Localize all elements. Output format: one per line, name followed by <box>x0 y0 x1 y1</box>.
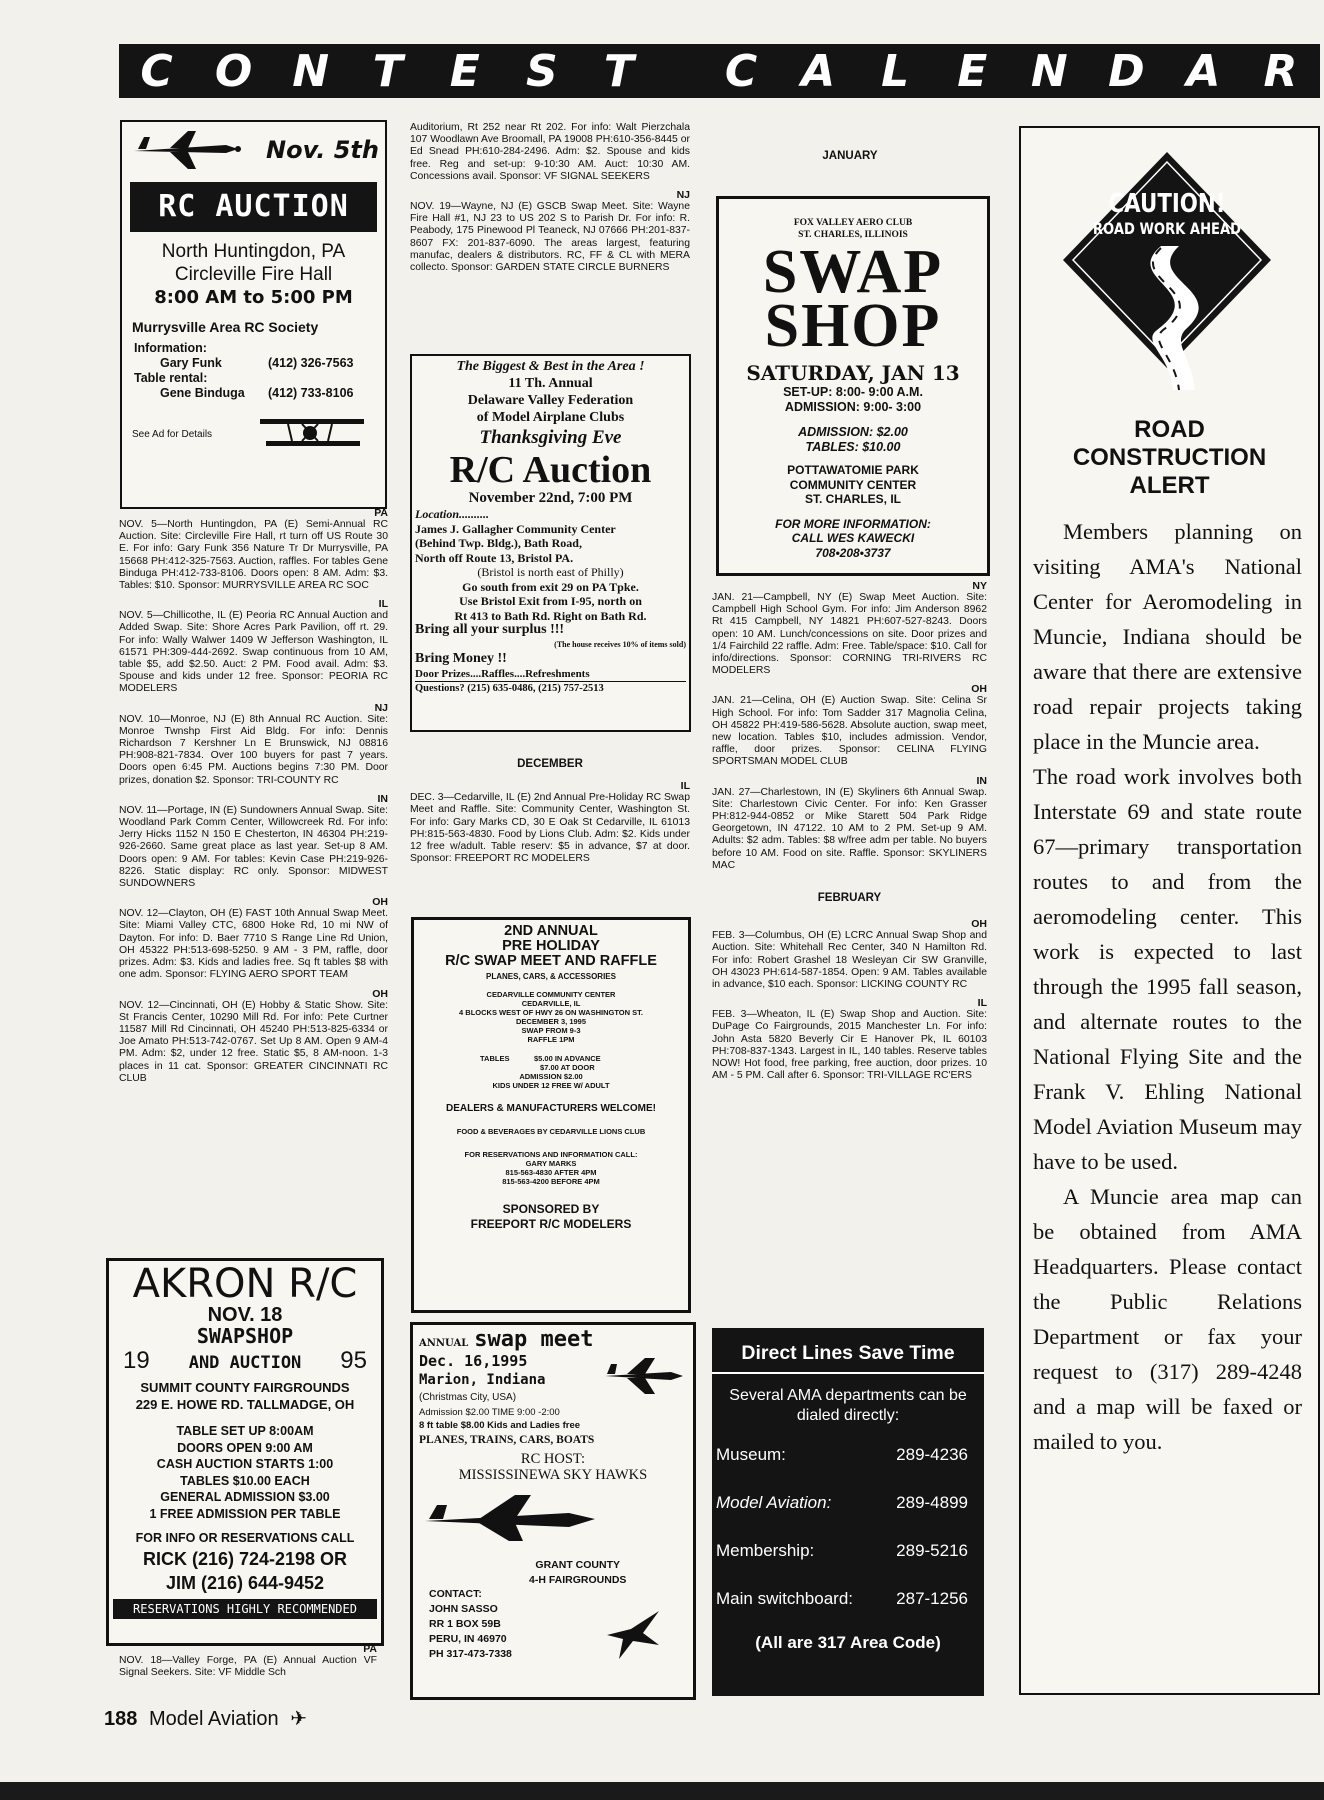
marion-annual: ANNUAL <box>419 1338 469 1349</box>
ad-akron-swapshop <box>106 1258 384 1646</box>
direct-lines-footer: (All are 317 Area Code) <box>755 1633 941 1652</box>
akron-swapshop: SWAPSHOP <box>196 1324 294 1348</box>
ad-time: 8:00 AM to 5:00 PM <box>154 287 353 308</box>
listing-text: DEC. 3—Cedarville, IL (E) 2nd Annual Pre-Holiday RC Swap Meet and Raffle. Site: Community Center, Washington St. For info: Gary Marks CD, 30 E Oak St Cedarville, IL 61013 PH:815-563-4830. Food by Lions Club. Adm: $2. Kids under 12 free w/adult. Table reserv: $5 in advance, $7 at door. Sponsor: FREEPORT RC MODELERS <box>410 792 690 865</box>
fv-call: CALL WES KAWECKI <box>791 531 915 545</box>
state-code: PA <box>363 1643 377 1655</box>
marion-contact: PH 317-473-7338 <box>429 1648 512 1660</box>
banner-letter: S <box>525 45 560 97</box>
akron-line: GENERAL ADMISSION $3.00 <box>160 1490 330 1504</box>
alert-paragraph: A Muncie area map can be obtained from AMA Headquarters. Please contact the Public Relations Department or fax your request to (317) 289-4248 and a map will be faxed or mailed to you. <box>1033 1184 1302 1454</box>
fv-phone: 708•208•3737 <box>815 545 891 560</box>
state-code: OH <box>971 683 987 696</box>
alert-title: ROAD <box>1134 416 1205 443</box>
ph-line: GARY MARKS <box>525 1159 577 1168</box>
marion-title: swap meet <box>474 1327 594 1352</box>
banner-letter: N <box>292 45 332 97</box>
state-code: IN <box>377 792 388 805</box>
fv-setup: SET-UP: 8:00- 9:00 A.M. <box>783 385 923 399</box>
fv-shop: SHOP <box>764 292 942 360</box>
listing-text: JAN. 21—Celina, OH (E) Auction Swap. Site: Celina Sr High School. For info: Tom Sadder 317 Magnolia Celina, OH 45822 PH:419-586-5628. Absolute auction, swap meet, new location. Tables $10, includes admission. Vendor, raffle, door prizes. Sponsor: CELINA FLYING SPORTSMAN MODEL CLUB <box>712 695 987 768</box>
banner-letter: T <box>372 45 405 97</box>
akron-date: NOV. 18 <box>207 1304 283 1326</box>
column-1-listings <box>119 507 388 1257</box>
dv-line: of Model Airplane Clubs <box>476 410 625 425</box>
akron-line: TABLES $10.00 EACH <box>180 1473 310 1488</box>
listing <box>712 580 987 677</box>
contest-calendar-banner <box>119 44 1320 98</box>
state-code: IL <box>977 997 987 1010</box>
dv-line: Go south from exit 29 on PA Tpke. <box>462 579 639 594</box>
ph-line: FOOD & BEVERAGES BY CEDARVILLE LIONS CLUB <box>456 1127 646 1136</box>
ph-sponsored: SPONSORED BY <box>502 1202 600 1216</box>
listing-text: NOV. 11—Portage, IN (E) Sundowners Annual Swap. Site: Woodland Park Comm Center, Willowcreek Rd. For info: Jerry Hicks 1152 N 150 E Chesterton, IN 46304 PH:219-926-2660. Same great place as last year. Set-up 8 AM. Doors open: 9 AM. For tables: Kevin Case PH:219-926-8226. Static display: RC only. Sponsor: MIDWEST SUNDOWNERS <box>119 804 388 890</box>
dv-line: James J. Gallagher Community Center <box>415 521 616 536</box>
airplane-icon: ✈ <box>290 1708 307 1730</box>
dept-number: 289-4236 <box>896 1445 968 1464</box>
state-code: IL <box>680 780 690 793</box>
ph-line: SWAP FROM 9-3 <box>521 1026 581 1035</box>
ph-line: 815-563-4830 AFTER 4PM <box>505 1168 597 1177</box>
ph-line: 2ND ANNUAL <box>504 923 598 939</box>
listing-text: FEB. 3—Wheaton, IL (E) Swap Shop and Auction. Site: DuPage Co Fairgrounds, 2015 Manchester Ln. For info: John Asta 5820 Beverly Cir E Hanover Pk, IL 60103 PH:708-837-1343. Largest in IL, 140 tables. Reserve tables NOW! Hot food, free parking, free auction, door prizes. 10 AM - 5 PM. Call after 6. Sponsor: TRI-VILLAGE RC'ERS <box>712 1009 987 1082</box>
banner-letter: C <box>724 45 760 97</box>
ad-nov5-rc-auction <box>120 120 387 509</box>
akron-venue: SUMMIT COUNTY FAIRGROUNDS <box>140 1380 350 1395</box>
akron-line: CASH AUCTION STARTS 1:00 <box>156 1457 334 1471</box>
state-code: OH <box>971 918 987 931</box>
dept-label: Membership: <box>716 1541 815 1560</box>
banner-letter: N <box>1030 45 1070 97</box>
dv-questions: Questions? (215) 635-0486, (215) 757-2513 <box>415 681 686 697</box>
fv-swap: SWAP <box>762 238 944 306</box>
listing <box>712 918 987 991</box>
sign-road-work: ROAD WORK AHEAD <box>1092 219 1242 238</box>
state-code: OH <box>372 987 388 1000</box>
column-3-listings <box>712 580 987 1310</box>
listing <box>712 997 987 1082</box>
ph-line: KIDS UNDER 12 FREE W/ ADULT <box>492 1081 610 1090</box>
dv-line: Bring all your surplus !!! <box>415 622 565 637</box>
ph-line: 815-563-4200 BEFORE 4PM <box>502 1177 600 1186</box>
listing-text: NOV. 5—Chillicothe, IL (E) Peoria RC Annual Auction and Added Swap. Site: Shore Acres Park Pavilion, off rt. 29. For info: Wally Walwer 1409 W Jefferson Washington, IL 61571 PH:309-444-2692. Swap continuous from 10 AM, table $5, add $2.50. Auct: 2 PM. Food avail. Adm: $3. Spouse and kids under 12 free. Sponsor: PEORIA RC MODELERS <box>119 610 388 695</box>
listing-text: NOV. 5—North Huntingdon, PA (E) Semi-Annual RC Auction. Site: Circleville Fire Hall, rt turn off US Route 30 E. For info: Gary Funk 356 Nature Tr Dr Murrysville, PA 15668 PH:412-325-7563. Auction, raffles. For tables Gene Binduga PH:412-733-8106. Doors open: 8 AM. Adm: $3. Tables: $10. Sponsor: MURRYSVILLE AREA RC SOC <box>119 519 388 592</box>
column-2-december <box>410 752 690 917</box>
month-december: DECEMBER <box>517 758 583 770</box>
dv-rc-auction: R/C Auction <box>449 449 652 491</box>
column-2-top <box>410 122 690 352</box>
biplane-icon <box>252 413 370 455</box>
ph-line: R/C SWAP MEET AND RAFFLE <box>445 953 657 969</box>
ad-info-label: Information: <box>134 341 207 355</box>
airplane-icon <box>419 1491 609 1545</box>
marion-table: 8 ft table $8.00 Kids and Ladies free <box>419 1420 581 1431</box>
ad-table-name: Gene Binduga <box>160 386 245 400</box>
dv-line: (Bristol is north east of Philly) <box>477 565 624 579</box>
akron-line: DOORS OPEN 9:00 AM <box>177 1440 313 1455</box>
dv-line: 11 Th. Annual <box>508 376 593 391</box>
road-work-sign-icon <box>1061 150 1273 400</box>
dv-line: Use Bristol Exit from I-95, north on <box>459 594 642 608</box>
akron-and-auction: AND AUCTION <box>188 1353 302 1373</box>
listing <box>119 507 388 592</box>
ad-location-hall: Circleville Fire Hall <box>174 264 333 285</box>
airplane-icon <box>601 1352 687 1398</box>
column-1-tail <box>119 1643 377 1693</box>
akron-phone-jim: JIM (216) 644-9452 <box>165 1572 325 1593</box>
banner-letter: D <box>1108 45 1147 97</box>
column-3-january-label <box>715 150 985 170</box>
dv-date: November 22nd, 7:00 PM <box>468 490 633 506</box>
state-code: IN <box>976 774 987 787</box>
fv-city: ST. CHARLES, ILLINOIS <box>798 230 908 240</box>
ph-line: 4 BLOCKS WEST OF HWY 26 ON WASHINGTON ST. <box>459 1008 643 1017</box>
listing <box>119 988 388 1085</box>
listing-text: NOV. 10—Monroe, NJ (E) 8th Annual RC Auction. Site: Monroe Twnshp First Aid Bldg. For info: Dennis Richardson 7 Kershner Ln E Brunswick, NJ 08816 PH:908-821-7834. Over 100 buyers for past 7 years. Doors open 6:45 PM. Auctions begins 7:30 PM. Door prizes, donation $2. Sponsor: TRI-COUNTY RC <box>119 713 388 786</box>
akron-title: AKRON R/C <box>132 1261 358 1307</box>
fv-more: FOR MORE INFORMATION: <box>775 516 931 531</box>
page-number: 188 <box>104 1708 138 1730</box>
banner-letter: O <box>214 45 255 97</box>
alert-paragraph: Members planning on visiting AMA's National Center for Aeromodeling in Muncie, Indiana should be aware that there are extensive road repair projects taking place in the Muncie area. <box>1033 519 1302 754</box>
fv-tables: TABLES: $10.00 <box>805 440 901 454</box>
state-code: OH <box>372 896 388 909</box>
dept-number: 289-5216 <box>896 1541 968 1560</box>
dv-location: Location.......... <box>415 507 489 521</box>
akron-line: TABLE SET UP 8:00AM <box>176 1424 314 1438</box>
marion-contact: JOHN SASSO <box>429 1603 498 1615</box>
ph-table-price: $5.00 IN ADVANCE <box>534 1054 601 1063</box>
marion-host-label: RC HOST: <box>520 1451 586 1467</box>
dv-line: Bring Money !! <box>415 651 507 666</box>
ph-line: CEDARVILLE, IL <box>521 999 581 1008</box>
fv-park: ST. CHARLES, IL <box>804 492 901 506</box>
dept-number: 287-1256 <box>896 1589 968 1608</box>
ad-table-label: Table rental: <box>134 371 208 385</box>
state-code: NJ <box>676 189 690 202</box>
ad-location-city: North Huntingdon, PA <box>161 241 346 262</box>
alert-paragraph: The road work involves both Interstate 69 and state route 67—primary transportation routes to and from the aeromodeling center. This work is expected to last through the 1995 fall season, and alternate routes to the National Flying Site and the Frank V. Ehling National Model Aviation Museum may have to be used. <box>1033 764 1302 1174</box>
marion-contact: RR 1 BOX 59B <box>429 1618 501 1630</box>
listing-text: Auditorium, Rt 252 near Rt 202. For info: Walt Pierzchala 107 Woodlawn Ave Broomall, PA 19008 PH:610-356-8445 or Ed Snead PH:610-284-2496. Adm: $2. Spouse and kids free. Reg and set-up: 9-10:30 AM. Auct: 10:30 AM. Concessions avail. Sponsor: VF SIGNAL SEEKERS <box>410 122 690 182</box>
fv-hours: ADMISSION: 9:00- 3:00 <box>784 400 922 414</box>
marion-contact-label: CONTACT: <box>429 1588 482 1600</box>
akron-phone-rick: RICK (216) 724-2198 OR <box>142 1548 348 1569</box>
bottom-edge <box>0 1782 1324 1800</box>
magazine-name: Model Aviation <box>148 1708 279 1730</box>
alert-title: ALERT <box>1129 472 1210 499</box>
listing <box>712 683 987 768</box>
fv-date: SATURDAY, JAN 13 <box>746 361 960 385</box>
dv-line: The Biggest & Best in the Area ! <box>456 359 645 374</box>
alert-title: CONSTRUCTION <box>1072 444 1267 471</box>
fv-park: COMMUNITY CENTER <box>789 477 917 492</box>
ad-see-details: See Ad for Details <box>132 428 213 440</box>
page-footer <box>104 1706 307 1731</box>
marion-contact: PERU, IN 46970 <box>429 1633 507 1645</box>
listing <box>119 598 388 695</box>
ph-line: RAFFLE 1PM <box>527 1035 575 1044</box>
ph-line: DEALERS & MANUFACTURERS WELCOME! <box>446 1103 656 1114</box>
ad-table-phone: (412) 733-8106 <box>268 386 354 400</box>
listing <box>119 702 388 787</box>
marion-fairgrounds: 4-H FAIRGROUNDS <box>529 1574 627 1586</box>
listing <box>712 775 987 872</box>
dept-number: 289-4899 <box>896 1493 968 1512</box>
marion-date: Dec. 16,1995 <box>419 1352 528 1370</box>
akron-address: 229 E. HOWE RD. TALLMADGE, OH <box>135 1397 355 1412</box>
listing-text: NOV. 12—Cincinnati, OH (E) Hobby & Static Show. Site: St Francis Center, 10290 Mill Rd. For info: Pete Curtner 11587 Mill Rd Cincinnati, OH 45240 PH:513-825-6334 or Joe Amato PH:513-742-0767. Set Up 8 AM. Open 9 AM-4 PM. Adm: $2, under 12 free. Static $5, 8 AM-noon. 1-3 places in 11 cat. Sponsor: GREATER CINCINNATI RC CLUB <box>119 999 388 1084</box>
listing-text: NOV. 18—Valley Forge, PA (E) Annual Auction VF Signal Seekers. Site: VF Middle Sch <box>119 1655 377 1679</box>
ph-line: ADMISSION $2.00 <box>519 1072 583 1081</box>
dv-thanksgiving: Thanksgiving Eve <box>479 427 622 448</box>
ph-line: PLANES, CARS, & ACCESSORIES <box>486 972 616 981</box>
dept-label: Main switchboard: <box>716 1589 854 1608</box>
dv-line: (Behind Twp. Bldg.), Bath Road, <box>415 536 582 550</box>
banner-letter: E <box>449 45 482 97</box>
sign-caution: CAUTION! <box>1108 189 1226 219</box>
akron-year-left: 19 <box>123 1347 150 1374</box>
state-code: PA <box>374 507 388 519</box>
marion-host: MISSISSINEWA SKY HAWKS <box>458 1467 648 1483</box>
dv-line: North off Route 13, Bristol PA. <box>415 550 574 565</box>
ph-line: CEDARVILLE COMMUNITY CENTER <box>486 990 616 999</box>
akron-line: 1 FREE ADMISSION PER TABLE <box>149 1506 341 1521</box>
akron-year-right: 95 <box>340 1347 367 1374</box>
ph-line: FOR RESERVATIONS AND INFORMATION CALL: <box>464 1150 638 1159</box>
akron-line: FOR INFO OR RESERVATIONS CALL <box>135 1531 355 1545</box>
airplane-icon <box>130 129 250 171</box>
marion-city: (Christmas City, USA) <box>419 1392 517 1403</box>
month-january: JANUARY <box>822 150 878 162</box>
banner-letter: A <box>1186 45 1223 97</box>
dept-label: Museum: <box>716 1445 786 1464</box>
state-code: IL <box>378 598 388 611</box>
state-code: NY <box>972 580 987 592</box>
ad-marion-swap-meet <box>410 1322 696 1700</box>
marion-admission: Admission $2.00 TIME 9:00 -2:00 <box>419 1407 560 1418</box>
fv-park: POTTAWATOMIE PARK <box>787 463 919 477</box>
marion-kinds: PLANES, TRAINS, CARS, BOATS <box>419 1434 595 1446</box>
listing-text: NOV. 12—Clayton, OH (E) FAST 10th Annual Swap Meet. Site: Miami Valley CTC, 6800 Hoke Rd, 10 mi NW of Dayton. For info: D. Baer 7710 S Range Line Rd Union, OH 45322 PH:513-698-5250. 9 AM - 3 PM, raffle, door prizes. Adm: $3. Kids and ladies free. Sq ft tables $8 with one adm. Sponsor: FLYING AERO SPORT TEAM <box>119 908 388 981</box>
banner-letter: R <box>1263 45 1300 97</box>
ad-info-phone: (412) 326-7563 <box>268 356 354 370</box>
dv-line: Delaware Valley Federation <box>467 393 634 408</box>
ph-sponsor-name: FREEPORT R/C MODELERS <box>470 1217 632 1231</box>
listing <box>119 896 388 981</box>
banner-letter: A <box>801 45 838 97</box>
state-code: NJ <box>374 701 388 714</box>
direct-lines-title: Direct Lines Save Time <box>712 1340 984 1374</box>
ph-tables-label: TABLES <box>480 1054 510 1063</box>
hawk-icon <box>603 1605 663 1665</box>
dv-line: Door Prizes....Raffles....Refreshments <box>415 667 590 680</box>
akron-recommended: RESERVATIONS HIGHLY RECOMMENDED <box>113 1599 377 1619</box>
ad-pre-holiday-swap <box>411 917 691 1313</box>
listing-text: NOV. 19—Wayne, NJ (E) GSCB Swap Meet. Site: Wayne Fire Hall #1, NJ 23 to US 202 S to Parish Dr. For info: R. Peabody, 175 Pinewood Pl Teaneck, NJ 07666 PH:201-837-8607 FX: 201-837-6090. The areas largest, featuring manufac, dealers & distributors. RC, FF & CL with MERA collecto. Sponsor: GARDEN STATE CIRCLE BURNERS <box>410 201 690 274</box>
banner-letter: C <box>140 45 175 97</box>
ad-date: Nov. 5th <box>266 136 379 164</box>
ad-title: RC AUCTION <box>130 182 377 232</box>
dv-line: (The house receives 10% of items sold) <box>554 639 686 649</box>
banner-letter: T <box>603 45 636 97</box>
fv-admission: ADMISSION: $2.00 <box>798 425 908 439</box>
listing <box>119 793 388 890</box>
listing-text: FEB. 3—Columbus, OH (E) LCRC Annual Swap Shop and Auction. Site: Whitehall Rec Center, 340 N Hamilton Rd. For info: Robert Grashel 18 Wesleyan Cir SW Granville, OH 43023 PH:614-587-1854. Open: 9 AM. Tables available in advance, $10 each. Sponsor: LICKING COUNTY RC <box>712 930 987 991</box>
banner-letter: L <box>881 45 912 97</box>
road-construction-alert <box>1019 126 1320 1695</box>
listing-text: JAN. 21—Campbell, NY (E) Swap Meet Auction. Site: Campbell High School Gym. For info: Jim Anderson 8962 Rt 415 Campbell, NY 14821 PH:607-527-8243. Doors open: 10 AM. Lunch/concessions on site. Door prizes and 1/4 Fairchild 22 raffle. Adm: Free. Table/space: $10. Call for info/directions. Sponsor: CORNING TRI-RIVERS RC MODELERS <box>712 592 987 677</box>
ph-table-price: $7.00 AT DOOR <box>540 1063 595 1072</box>
marion-place: Marion, Indiana <box>419 1372 546 1388</box>
ad-fox-valley-swap-shop <box>716 196 990 576</box>
fv-club: FOX VALLEY AERO CLUB <box>793 218 913 228</box>
marion-grant: GRANT COUNTY <box>535 1559 621 1571</box>
direct-lines-box <box>712 1328 984 1696</box>
banner-letter: E <box>957 45 990 97</box>
ad-club: Murrysville Area RC Society <box>132 319 319 335</box>
month-february: FEBRUARY <box>817 892 882 905</box>
dept-label: Model Aviation: <box>716 1493 832 1512</box>
dv-line: Rt 413 to Bath Rd. Right on Bath Rd. <box>454 608 647 623</box>
ad-info-name: Gary Funk <box>160 356 222 370</box>
direct-lines-intro: Several AMA departments can be dialed directly: <box>729 1387 967 1424</box>
ph-line: DECEMBER 3, 1995 <box>515 1017 587 1026</box>
listing-text: JAN. 27—Charlestown, IN (E) Skyliners 6th Annual Swap. Site: Charlestown Civic Center. For info: Ken Grasser PH:812-944-0852 or Mike Starett 504 Park Ridge Georgetown, IN 47122. 10 AM to 2 PM. Set-up 9 AM. Adults: $2 adm. Tables: $8 w/free adm per table. No buyers before 10 AM. Food on site. Raffle. Sponsor: SKYLINERS MAC <box>712 786 987 871</box>
ph-line: PRE HOLIDAY <box>502 938 600 954</box>
ad-delaware-valley-auction <box>410 354 691 732</box>
